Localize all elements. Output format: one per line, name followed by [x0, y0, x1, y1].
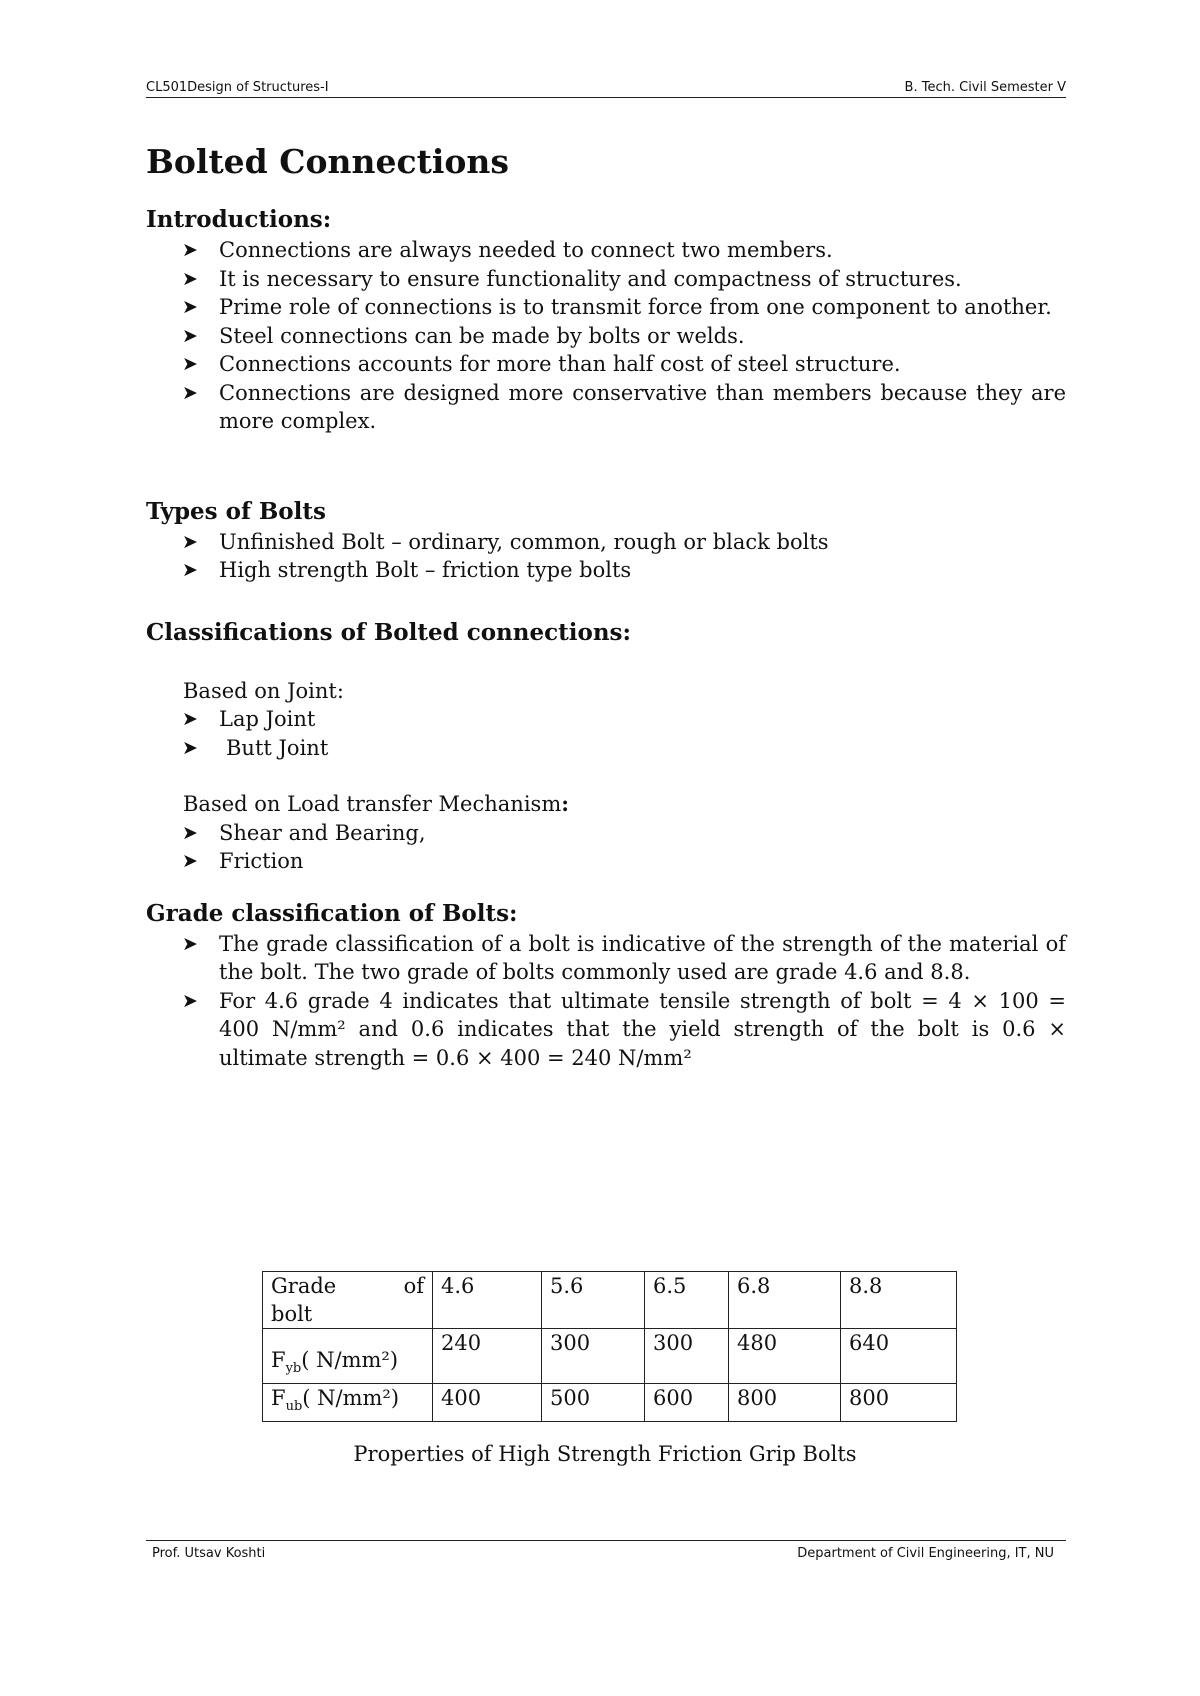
grade-list — [146, 930, 1066, 1073]
list-item: ➤ For 4.6 grade 4 indicates that ultimate tensile strength of bolt = 4 × 100 = 400 N/mm² and 0.6 indicates that the yield strength of the bolt is 0.6 × ultimate strength = 0.6 × 400 = 240 N/mm² — [182, 988, 1066, 1070]
list-item: ➤ Steel connections can be made by bolts or welds. — [146, 322, 1066, 351]
table-cell: 5.6 — [542, 1272, 645, 1329]
table-caption: Properties of High Strength Friction Grip Bolts — [353, 1442, 857, 1466]
list-item: ➤ Prime role of connections is to transmit force from one component to another. — [146, 293, 1066, 322]
list-item: ➤ Shear and Bearing, — [146, 819, 1066, 848]
introductions-list — [146, 236, 1066, 436]
arrowhead-bullet-icon: ➤ — [182, 239, 198, 261]
joint-list — [146, 705, 1066, 762]
table-cell: 400 — [433, 1384, 542, 1422]
footer-rule — [146, 1540, 1066, 1541]
bolt-properties-table — [262, 1271, 957, 1422]
section-heading-introductions: Introductions: — [146, 206, 332, 233]
table-cell: 4.6 — [433, 1272, 542, 1329]
fub-header-cell: $F_{ub}$( N/mm²) — [263, 1384, 433, 1422]
arrowhead-bullet-icon: ➤ — [182, 530, 198, 553]
load-list — [146, 819, 1066, 876]
list-item: ➤ Lap Joint — [146, 705, 1066, 734]
arrowhead-bullet-icon: ➤ — [182, 989, 198, 1012]
table-row — [263, 1384, 957, 1422]
arrowhead-bullet-icon: ➤ — [182, 353, 198, 375]
arrowhead-bullet-icon: ➤ — [182, 267, 198, 290]
arrowhead-bullet-icon: ➤ — [182, 821, 198, 844]
running-header — [146, 80, 1066, 98]
table-cell: 500 — [542, 1384, 645, 1422]
table-cell: 240 — [433, 1329, 542, 1384]
types-list — [146, 528, 1066, 585]
header-rule — [146, 97, 1066, 98]
footer-department: Department of Civil Engineering, IT, NU — [797, 1546, 1054, 1561]
grade-header-cell: Grade of bolt — [263, 1272, 433, 1329]
arrowhead-bullet-icon: ➤ — [182, 708, 198, 730]
table-cell: 300 — [645, 1329, 729, 1384]
arrowhead-bullet-icon: ➤ — [182, 381, 198, 404]
table-row — [263, 1329, 957, 1384]
table-cell: 8.8 — [841, 1272, 957, 1329]
table-cell: 640 — [841, 1329, 957, 1384]
section-heading-classifications: Classifications of Bolted connections: — [146, 618, 631, 646]
table-row — [263, 1272, 957, 1329]
arrowhead-bullet-icon: ➤ — [182, 736, 198, 759]
based-on-joint-label: Based on Joint: — [183, 678, 344, 703]
arrowhead-bullet-icon: ➤ — [182, 850, 198, 872]
main-content — [146, 140, 1066, 1072]
footer-author: Prof. Utsav Koshti — [152, 1546, 266, 1561]
table-cell: 6.8 — [729, 1272, 841, 1329]
table-cell: 600 — [645, 1384, 729, 1422]
list-item: ➤ Connections are designed more conservative than members because they are more complex. — [182, 380, 1066, 433]
running-footer — [146, 1546, 1066, 1564]
list-item: ➤ Unfinished Bolt – ordinary, common, rough or black bolts — [146, 528, 1066, 557]
table-cell: 800 — [841, 1384, 957, 1422]
table-cell: 300 — [542, 1329, 645, 1384]
list-item: ➤ Connections are always needed to connect two members. — [146, 236, 1066, 265]
arrowhead-bullet-icon: ➤ — [182, 932, 198, 955]
list-item: ➤ Friction — [146, 847, 1066, 876]
arrowhead-bullet-icon: ➤ — [182, 296, 198, 318]
header-program: B. Tech. Civil Semester V — [904, 80, 1066, 95]
list-item: ➤ The grade classification of a bolt is indicative of the strength of the material of the bolt. The two grade of bolts commonly used are grade 4.6 and 8.8. — [182, 931, 1066, 984]
table-cell: 800 — [729, 1384, 841, 1422]
arrowhead-bullet-icon: ➤ — [182, 324, 198, 347]
list-item: ➤ It is necessary to ensure functionality and compactness of structures. — [146, 265, 1066, 294]
list-item: ➤ High strength Bolt – friction type bolts — [146, 556, 1066, 585]
arrowhead-bullet-icon: ➤ — [182, 559, 198, 581]
table-cell: 6.5 — [645, 1272, 729, 1329]
based-on-load-label: Based on Load transfer Mechanism: — [183, 791, 569, 816]
section-heading-grade-classification: Grade classification of Bolts: — [146, 899, 518, 927]
page-title: Bolted Connections — [146, 142, 509, 181]
list-item: ➤ Butt Joint — [146, 734, 1066, 763]
list-item: ➤ Connections accounts for more than half cost of steel structure. — [146, 350, 1066, 379]
table-cell: 480 — [729, 1329, 841, 1384]
section-heading-types-of-bolts: Types of Bolts — [146, 497, 326, 525]
fyb-header-cell: $F_{yb}$( N/mm²) — [263, 1329, 433, 1384]
header-course: CL501Design of Structures-I — [146, 80, 329, 95]
